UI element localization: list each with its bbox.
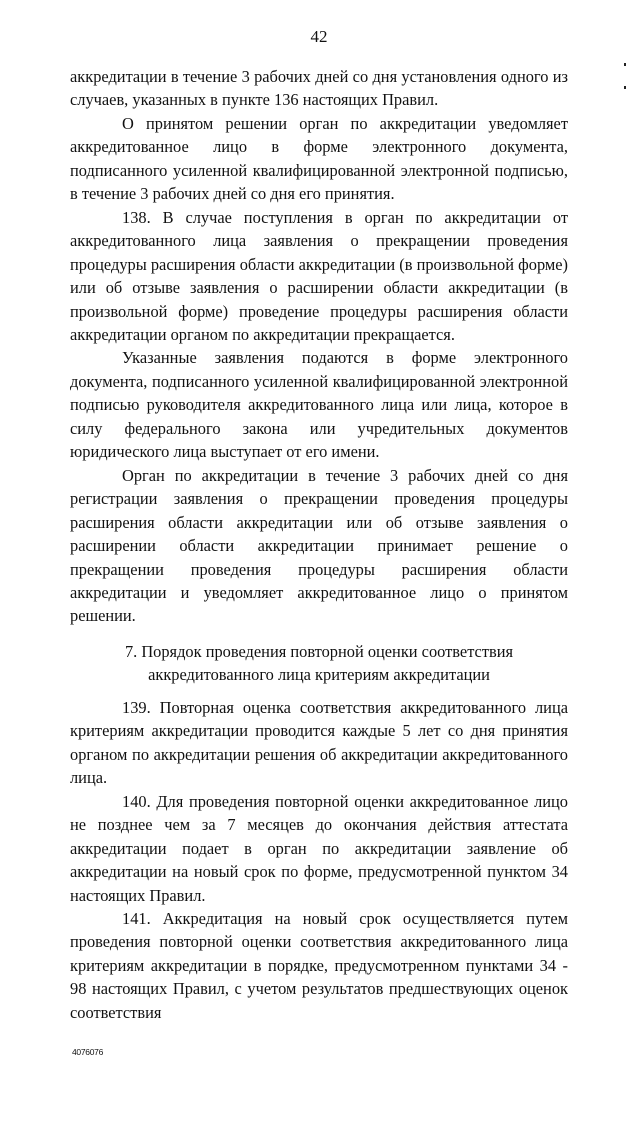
document-body [70, 65, 568, 1024]
page-spacer [70, 1024, 568, 1046]
scan-mark [624, 63, 626, 66]
paragraph-139: 139. Повторная оценка соответствия аккредитованного лица критериям аккредитации проводится каждые 5 лет со дня принятия органом по аккредитации решения об аккредитации аккредитованного лица. [70, 697, 568, 788]
section-heading-line-1: 7. Порядок проведения повторной оценки соответствия [124, 641, 514, 661]
paragraph-138-decision: Орган по аккредитации в течение 3 рабочих дней со дня регистрации заявления о прекращении проведения процедуры расширения области аккредитации или об отзыве заявления о расширении области аккредитации принимает решение о прекращении проведения процедуры расширения области аккредитации и уведомляет аккредитованное лицо о принятом решении. [70, 465, 568, 626]
paragraph-138: 138. В случае поступления в орган по аккредитации от аккредитованного лица заявления о прекращении проведения процедуры расширения области аккредитации (в произвольной форме) или об отзыве заявления о расширении области аккредитации (в произвольной форме) проведение процедуры расширения области аккредитации органом по аккредитации прекращается. [70, 207, 568, 344]
paragraph-141: 141. Аккредитация на новый срок осуществляется путем проведения повторной оценки соответствия аккредитованного лица критериям аккредитации в порядке, предусмотренном пунктами 34 - 98 настоящих Правил, с учетом результатов предшествующих оценок соответствия [70, 908, 568, 1022]
scan-mark [624, 86, 626, 89]
paragraph-137-notice: О принятом решении орган по аккредитации уведомляет аккредитованное лицо в форме электронного документа, подписанного усиленной квалифицированной электронной подписью, в течение 3 рабочих дней со дня его принятия. [70, 113, 568, 204]
paragraph-140: 140. Для проведения повторной оценки аккредитованное лицо не позднее чем за 7 месяцев до окончания действия аттестата аккредитации подает в орган по аккредитации заявление об аккредитации на новый срок по форме, предусмотренной пунктом 34 настоящих Правил. [70, 791, 568, 905]
paragraph-continuation: аккредитации в течение 3 рабочих дней со дня установления одного из случаев, указанных в пункте 136 настоящих Правил. [70, 67, 568, 110]
document-code: 4076076 [72, 1047, 103, 1058]
section-heading-line-2: аккредитованного лица критериям аккредитации [148, 664, 490, 684]
section-heading [70, 640, 568, 686]
paragraph-138-applications: Указанные заявления подаются в форме электронного документа, подписанного усиленной квалифицированной электронной подписью руководителя аккредитованного лица или лица, которое в силу федерального закона или учредительных документов юридического лица выступает от его имени. [70, 348, 568, 462]
page-number: 42 [310, 27, 328, 46]
